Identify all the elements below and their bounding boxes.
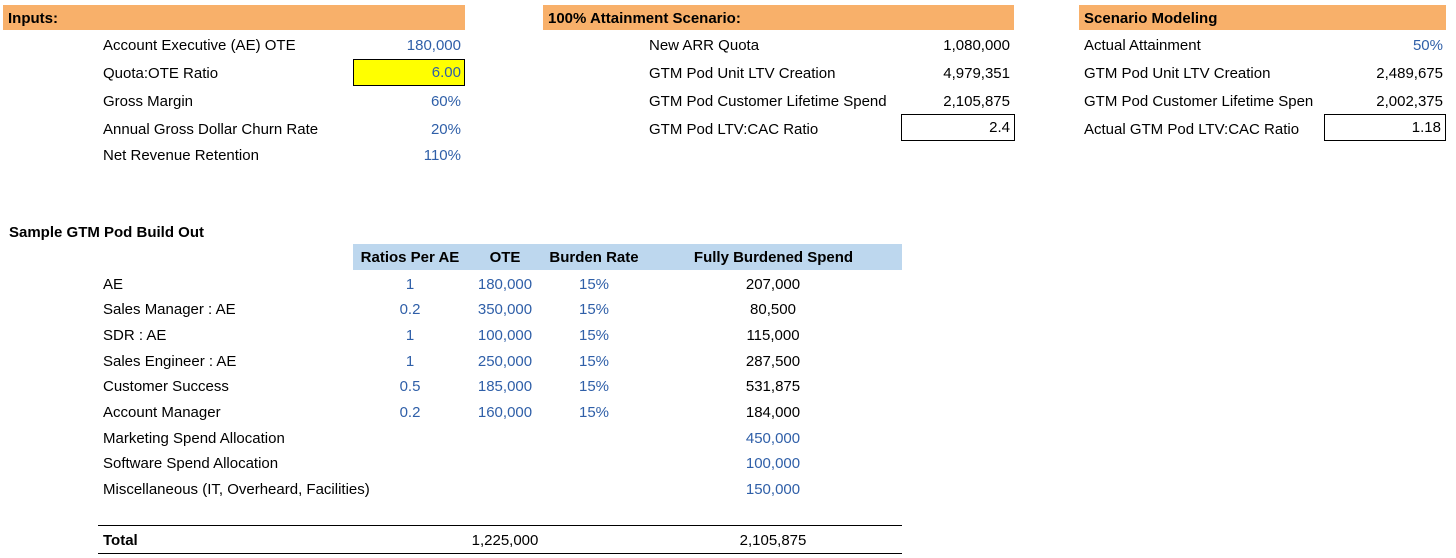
pod-row-ratio[interactable]: 0.2 xyxy=(399,301,421,318)
modeling-value-attainment[interactable]: 50% xyxy=(1412,37,1443,54)
pod-row-ratio[interactable]: 1 xyxy=(405,327,415,344)
attainment-label-spend: GTM Pod Customer Lifetime Spend xyxy=(649,93,887,110)
pod-row-ote[interactable]: 185,000 xyxy=(477,378,533,395)
pod-row-label: Software Spend Allocation xyxy=(103,455,279,472)
pod-row-spend[interactable]: 184,000 xyxy=(745,404,801,421)
pod-row-ratio[interactable]: 0.2 xyxy=(399,404,421,421)
pod-row-burden[interactable]: 15% xyxy=(578,276,610,293)
input-label-quota-ote: Quota:OTE Ratio xyxy=(103,65,219,82)
input-value-churn-rate[interactable]: 20% xyxy=(430,121,461,138)
pod-row-label: Miscellaneous (IT, Overheard, Facilities) xyxy=(103,481,370,498)
input-label-gross-margin: Gross Margin xyxy=(103,93,194,110)
modeling-label-ratio: Actual GTM Pod LTV:CAC Ratio xyxy=(1084,121,1300,138)
pod-title: Sample GTM Pod Build Out xyxy=(9,224,204,241)
modeling-header: Scenario Modeling xyxy=(1079,5,1446,30)
attainment-label-quota: New ARR Quota xyxy=(649,37,760,54)
input-label-nrr: Net Revenue Retention xyxy=(103,147,259,164)
pod-row-ote[interactable]: 250,000 xyxy=(477,353,533,370)
attainment-value-quota[interactable]: 1,080,000 xyxy=(943,37,1010,54)
input-value-ae-ote[interactable]: 180,000 xyxy=(406,37,461,54)
total-label: Total xyxy=(103,532,138,549)
pod-row-burden[interactable]: 15% xyxy=(578,301,610,318)
pod-row-spend[interactable]: 450,000 xyxy=(745,430,801,447)
total-ote[interactable]: 1,225,000 xyxy=(471,532,539,549)
pod-row-label: Marketing Spend Allocation xyxy=(103,430,285,447)
total-spend[interactable]: 2,105,875 xyxy=(739,532,807,549)
pod-row-burden[interactable]: 15% xyxy=(578,404,610,421)
pod-row-ratio[interactable]: 1 xyxy=(405,353,415,370)
pod-row-label: SDR : AE xyxy=(103,327,167,344)
pod-row-ratio[interactable]: 1 xyxy=(405,276,415,293)
attainment-value-ratio[interactable]: 2.4 xyxy=(901,114,1015,141)
total-bottom-border xyxy=(98,553,902,554)
attainment-label-ltv: GTM Pod Unit LTV Creation xyxy=(649,65,836,82)
pod-row-spend[interactable]: 115,000 xyxy=(746,327,800,344)
modeling-value-ltv[interactable]: 2,489,675 xyxy=(1376,65,1443,82)
input-value-gross-margin[interactable]: 60% xyxy=(430,93,461,110)
pod-col-burden: Burden Rate xyxy=(549,249,639,266)
pod-row-spend[interactable]: 80,500 xyxy=(750,301,796,318)
pod-row-label: AE xyxy=(103,276,124,293)
modeling-value-spend[interactable]: 2,002,375 xyxy=(1376,93,1443,110)
pod-row-burden[interactable]: 15% xyxy=(578,378,610,395)
modeling-label-attainment: Actual Attainment xyxy=(1084,37,1201,54)
input-value-nrr[interactable]: 110% xyxy=(423,147,461,164)
attainment-value-ltv[interactable]: 4,979,351 xyxy=(943,65,1010,82)
pod-row-label: Account Manager xyxy=(103,404,221,421)
attainment-header: 100% Attainment Scenario: xyxy=(543,5,1014,30)
attainment-value-spend[interactable]: 2,105,875 xyxy=(943,93,1010,110)
pod-row-spend[interactable]: 150,000 xyxy=(745,481,801,498)
pod-col-spend: Fully Burdened Spend xyxy=(693,249,854,266)
pod-row-ote[interactable]: 180,000 xyxy=(477,276,533,293)
pod-row-spend[interactable]: 531,875 xyxy=(745,378,801,395)
pod-row-ote[interactable]: 100,000 xyxy=(477,327,533,344)
pod-row-ratio[interactable]: 0.5 xyxy=(399,378,421,395)
pod-col-ratio: Ratios Per AE xyxy=(360,249,460,266)
pod-row-label: Customer Success xyxy=(103,378,229,395)
total-top-border xyxy=(98,525,902,526)
inputs-header: Inputs: xyxy=(3,5,465,30)
pod-row-spend[interactable]: 100,000 xyxy=(745,455,801,472)
modeling-label-ltv: GTM Pod Unit LTV Creation xyxy=(1084,65,1271,82)
input-label-ae-ote: Account Executive (AE) OTE xyxy=(103,37,296,54)
pod-row-spend[interactable]: 207,000 xyxy=(745,276,801,293)
attainment-label-ratio: GTM Pod LTV:CAC Ratio xyxy=(649,121,819,138)
input-label-churn-rate: Annual Gross Dollar Churn Rate xyxy=(103,121,319,138)
modeling-value-ratio[interactable]: 1.18 xyxy=(1324,114,1446,141)
pod-row-burden[interactable]: 15% xyxy=(578,327,610,344)
pod-row-ote[interactable]: 160,000 xyxy=(477,404,533,421)
pod-row-spend[interactable]: 287,500 xyxy=(745,353,801,370)
pod-row-ote[interactable]: 350,000 xyxy=(477,301,533,318)
pod-row-burden[interactable]: 15% xyxy=(578,353,610,370)
pod-col-ote: OTE xyxy=(489,249,521,266)
modeling-label-spend: GTM Pod Customer Lifetime Spen xyxy=(1084,93,1314,110)
input-value-quota-ote-selected-cell[interactable]: 6.00 xyxy=(353,59,465,86)
pod-row-label: Sales Manager : AE xyxy=(103,301,236,318)
pod-row-label: Sales Engineer : AE xyxy=(103,353,237,370)
